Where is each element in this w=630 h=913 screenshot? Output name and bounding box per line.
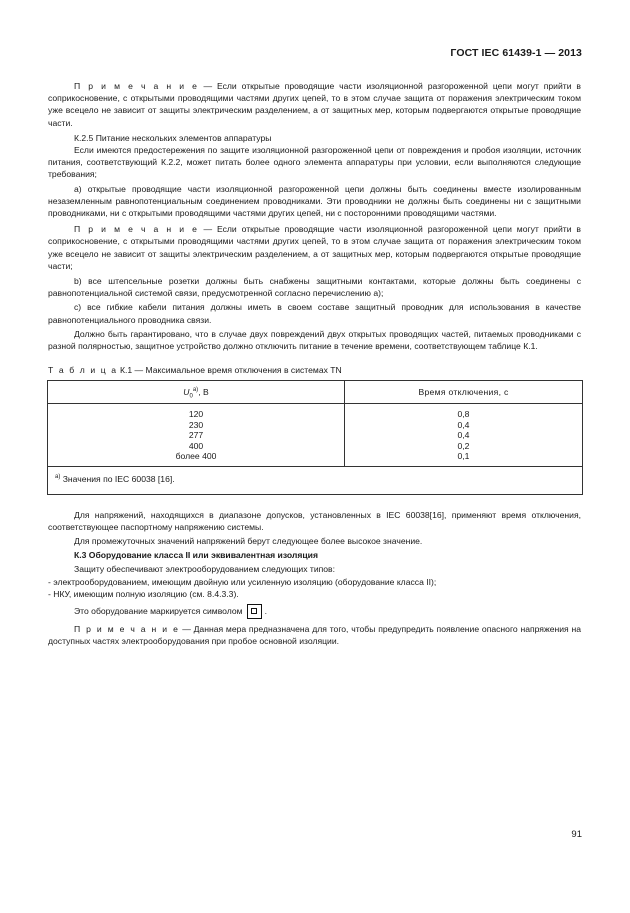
time-value: 0,1 [457, 451, 470, 462]
time-values [345, 404, 583, 466]
symbol-period: . [264, 605, 267, 616]
note-text: — Если открытые проводящие части изоляционной разгороженной цепи могут прийти в соприкосновение, с открытыми проводящими частями других цепей, то в этом случае защита от поражения электрическим током уже всецело не зависит от защиты электрическим разделением, а от защитных мер, которым подвергаются открытые проводящие части; [48, 224, 581, 271]
list-item: - НКУ, имеющим полную изоляцию (см. 8.4.3.3). [48, 588, 239, 599]
footnote-text: Значения по IEC 60038 [16]. [60, 473, 175, 484]
table-footnote [48, 466, 583, 494]
symbol-text: Это оборудование маркируется символом [74, 605, 243, 616]
paragraph: Для напряжений, находящихся в диапазоне допусков, установленных в IEC 60038[16], применяют время отключения, соответствующее паспортному напряжению системы. [48, 509, 581, 532]
voltage-value: 230 [188, 419, 204, 430]
paragraph: Если имеются предостережения по защите изоляционной разгороженной цепи от повреждения и пробоя изоляции, источник питания, соответствующий К.2.2, может питать более одного элемента аппаратуры при условии, если выполняются следующие требования; [48, 145, 581, 180]
class-ii-symbol-icon [247, 604, 262, 619]
voltage-value: более 400 [175, 451, 217, 462]
list-item-b: b) все штепсельные розетки должны быть снабжены защитными контактами, которые должны быть соединены с равнопотенциальной системой связи, предусмотренной согласно перечислению а); [48, 276, 581, 299]
disconnection-time-table [47, 380, 583, 494]
voltage-unit: , В [198, 387, 209, 398]
standard-header: ГОСТ IEC 61439-1 — 2013 [450, 47, 582, 59]
note-text: — Если открытые проводящие части изоляционной разгороженной цепи могут прийти в соприкосновение, с открытыми проводящими частями других цепей, то в этом случае защита от поражения электрическим током уже всецело не зависит от защиты электрическим разделением, а от защитных мер, которым подвергаются открытые проводящие части. [48, 81, 581, 128]
voltage-values [48, 404, 345, 466]
voltage-header [48, 381, 345, 404]
note-lead: П р и м е ч а н и е [74, 623, 180, 634]
symbol-paragraph [48, 604, 581, 619]
time-value: 0,4 [457, 430, 470, 441]
voltage-value: 277 [188, 430, 204, 441]
list-item-c: с) все гибкие кабели питания должны иметь в своем составе защитный проводник для использования в качестве равнопотенциального проводника связи. [48, 302, 581, 325]
table-caption-text: К.1 — Максимальное время отключения в системах TN [117, 365, 342, 376]
paragraph: Защиту обеспечивают электрооборудованием следующих типов: [74, 564, 336, 575]
section-k3-heading: К.3 Оборудование класса II или эквивалентная изоляция [74, 550, 318, 561]
voltage-footnote-mark: a) [192, 387, 199, 394]
time-value: 0,2 [457, 440, 470, 451]
paragraph: Для промежуточных значений напряжений берут следующее более высокое значение. [74, 535, 423, 546]
paragraph: Должно быть гарантировано, что в случае двух повреждений двух открытых проводящих частей, питаемых проводниками с разной полярностью, защитное устройство должно отключить питание в течение времени, соответствующем таблице К.1. [48, 328, 581, 352]
note-paragraph [48, 80, 581, 129]
note-paragraph [48, 623, 581, 647]
table-caption-lead: Т а б л и ц а [48, 365, 118, 376]
voltage-subscript: 0 [189, 394, 193, 401]
list-item: - электрооборудованием, имеющим двойную или усиленную изоляцию (оборудование класса II); [48, 576, 437, 587]
note-lead: П р и м е ч а н и е [74, 81, 199, 91]
list-item-a: а) открытые проводящие части изоляционной разгороженной цепи должны быть соединены вместе изолированным незаземленным равнопотенциальным соединением проводниками. Эти проводники не должны быть соединены ни с защитными проводниками, ни с открытыми проводящими частями других цепей, ни с посторонними проводящими частями. [48, 183, 581, 219]
time-header: Время отключения, с [345, 381, 583, 404]
note-text: — Данная мера предназначена для того, чтобы предупредить появление опасного напряжения на доступных частях электрооборудования при пробое основной изоляции. [48, 623, 581, 647]
voltage-value: 120 [188, 409, 204, 420]
note-paragraph [48, 223, 581, 272]
section-k25-title: К.2.5 Питание нескольких элементов аппаратуры [74, 132, 272, 143]
time-value: 0,4 [457, 419, 470, 430]
note-lead: П р и м е ч а н и е [74, 224, 199, 235]
page-content [48, 80, 581, 649]
table-caption [48, 364, 581, 376]
voltage-value: 400 [188, 440, 204, 451]
voltage-symbol: U [183, 387, 190, 398]
time-value: 0,8 [457, 409, 470, 420]
footnote-mark: a) [55, 473, 61, 480]
page-number: 91 [571, 829, 582, 840]
